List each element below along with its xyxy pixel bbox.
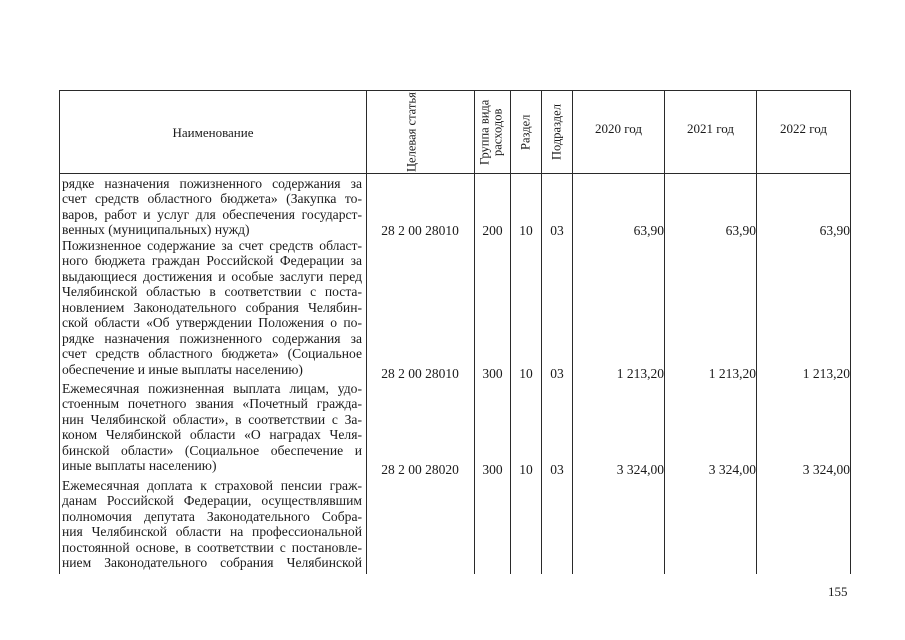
row-3-line-2: стоенным почетного звания «Почетный гражда-: [62, 396, 362, 412]
row-3-name: [62, 381, 362, 474]
row-3-line-3: нин Челябинской области», в соответствии с За-: [62, 411, 362, 427]
row-2-line-1: Пожизненное содержание за счет средств област-: [62, 238, 362, 253]
header-expense-group-text: Группа вида расходов: [477, 99, 505, 165]
row-2-line-8: счет средств областного бюджета» (Социальное: [62, 346, 362, 362]
row-2-line-6: ской области «Об утверждении Положения о по-: [62, 315, 362, 331]
row-4-line-6: нием Законодательного собрания Челябинской: [62, 555, 362, 571]
row-2-2022: 1 213,20: [802, 366, 850, 381]
row-2-line-2: ного бюджета граждан Российской Федерации за: [62, 253, 362, 269]
row-3-line-1: Ежемесячная пожизненная выплата лицам, удо-: [62, 381, 362, 396]
row-3-group: 300: [482, 462, 503, 477]
row-1-line-4: венных (муниципальных) нужд): [62, 222, 250, 238]
row-2-2021: 1 213,20: [708, 366, 756, 381]
row-3-line-4: коном Челябинской области «О наградах Челя-: [62, 427, 362, 443]
row-2-line-4: Челябинской областью в соответствии с поста-: [62, 284, 362, 300]
header-target-article-text: Целевая статья: [404, 92, 419, 172]
page-number: 155: [828, 584, 848, 599]
row-2-name: [62, 238, 362, 377]
row-3-section: 10: [519, 462, 533, 477]
header-2020: 2020 год: [595, 120, 642, 136]
row-2-line-5: новлением Законодательного собрания Челябин-: [62, 299, 362, 315]
row-3-2022: 3 324,00: [802, 462, 850, 477]
header-expense-group: [475, 91, 510, 173]
row-3-line-6: иные выплаты населению): [62, 458, 217, 474]
row-4-line-3: полномочия депутата Законодательного Собра-: [62, 508, 362, 524]
row-1-subsection: 03: [550, 223, 564, 238]
header-subsection: Подраздел: [549, 104, 564, 160]
row-2-line-3: выдающиеся достижения и особые заслуги перед: [62, 268, 362, 284]
row-4-line-2: данам Российской Федерации, осуществлявшим: [62, 493, 362, 509]
table-right-border: [850, 90, 851, 574]
row-2-subsection: 03: [550, 366, 564, 381]
row-1-code: 28 2 00 28010: [381, 223, 459, 238]
header-target-article: [367, 91, 474, 173]
row-2-group: 300: [482, 366, 503, 381]
row-2-line-7: рядке назначения пожизненного содержания за: [62, 330, 362, 346]
row-1-2020: 63,90: [633, 223, 664, 238]
row-1-2022: 63,90: [819, 223, 850, 238]
row-1-line-1: рядке назначения пожизненного содержания за: [62, 176, 362, 191]
row-1-group: 200: [482, 223, 503, 238]
header-name: Наименование: [172, 124, 254, 140]
row-4-name: [62, 478, 362, 571]
row-2-section: 10: [519, 366, 533, 381]
row-3-code: 28 2 00 28020: [381, 462, 459, 477]
header-2021: 2021 год: [687, 120, 734, 136]
row-3-subsection: 03: [550, 462, 564, 477]
row-1-name: [62, 176, 362, 238]
row-1-line-3: варов, работ и услуг для обеспечения государст-: [62, 206, 362, 222]
header-bottom-border: [59, 173, 851, 174]
row-4-line-4: ния Челябинской области на профессиональной: [62, 524, 362, 540]
header-2022: 2022 год: [780, 120, 827, 136]
row-1-line-2: счет средств областного бюджета» (Закупка то-: [62, 191, 362, 207]
header-section: Раздел: [518, 114, 533, 150]
row-1-section: 10: [519, 223, 533, 238]
row-4-line-1: Ежемесячная доплата к страховой пенсии граж-: [62, 478, 362, 493]
row-3-2021: 3 324,00: [708, 462, 756, 477]
row-1-2021: 63,90: [725, 223, 756, 238]
row-2-line-9: обеспечение и иные выплаты населению): [62, 361, 303, 377]
row-4-line-5: постоянной основе, в соответствии с постановле-: [62, 539, 362, 555]
row-2-2020: 1 213,20: [616, 366, 664, 381]
row-3-line-5: бинской области» (Социальное обеспечение и: [62, 442, 362, 458]
row-3-2020: 3 324,00: [616, 462, 664, 477]
row-2-code: 28 2 00 28010: [381, 366, 459, 381]
